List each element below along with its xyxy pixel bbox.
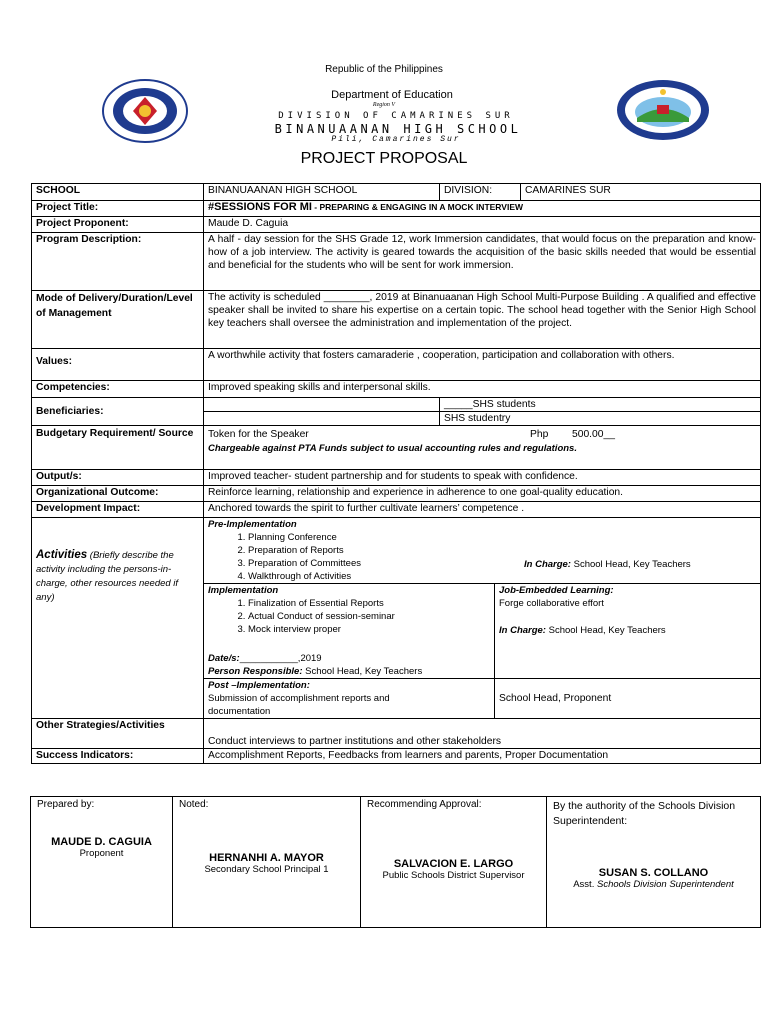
program-label: Program Description: (32, 233, 204, 291)
recommending-label: Recommending Approval: (367, 799, 482, 810)
dates-line (208, 652, 490, 665)
person-responsible-line (208, 665, 490, 678)
pre-item: 1. Planning Conference (248, 531, 756, 544)
org-outcome-value: Reinforce learning, relationship and experience in adherence to one goal-quality education. (204, 486, 761, 502)
budget-cell (204, 426, 761, 470)
implementation-cell (204, 584, 495, 679)
prepared-name: MAUDE D. CAGUIA (51, 836, 152, 848)
beneficiaries-label: Beneficiaries: (32, 398, 204, 426)
activities-label-cell (32, 518, 204, 719)
person-value: School Head, Key Teachers (302, 666, 423, 677)
values-value: A worthwhile activity that fosters camaraderie , cooperation, participation and collaboration with others. (204, 349, 761, 381)
beneficiaries-empty-cell-2 (204, 412, 440, 426)
dev-impact-row (32, 502, 761, 518)
recommending-block (367, 858, 540, 881)
prepared-by-label: Prepared by: (37, 799, 95, 810)
job-in-charge-value: School Head, Key Teachers (545, 625, 666, 636)
impl-item: 1. Finalization of Essential Reports (248, 597, 490, 610)
competencies-value: Improved speaking skills and interpersonal skills. (204, 381, 761, 398)
post-implementation-cell (204, 679, 495, 719)
noted-block (179, 852, 354, 875)
post-implementation-value: Submission of accomplishment reports and documentation (208, 693, 390, 717)
authority-block (553, 867, 754, 890)
competencies-row (32, 381, 761, 398)
values-row (32, 349, 761, 381)
dates-value: ___________,2019 (239, 653, 322, 664)
school-heading: BINANUAANAN HIGH SCHOOL (274, 122, 522, 136)
program-value: A half - day session for the SHS Grade 12, work Immersion candidates, that would focus on the preparation and know-how of a job interview. The activity is geared towards the acquisition of the basic skills needed that would be essential and beneficial for the students who will be sent for work immersion. (204, 233, 761, 291)
beneficiaries-studentry: SHS studentry (440, 412, 761, 426)
location-heading: Pili, Camarines Sur (331, 135, 461, 144)
proposal-form-table (31, 183, 761, 764)
output-label: Output/s: (32, 470, 204, 486)
beneficiaries-shs-students: _____SHS students (440, 398, 761, 412)
org-outcome-label: Organizational Outcome: (32, 486, 204, 502)
recommending-name: SALVACION E. LARGO (393, 858, 514, 870)
pre-implementation-cell (204, 518, 761, 584)
program-row (32, 233, 761, 291)
activities-pre-row (32, 518, 761, 584)
department-heading: Department of Education (331, 89, 453, 101)
org-outcome-row (32, 486, 761, 502)
school-seal-logo (615, 78, 711, 142)
prepared-role: Proponent (79, 848, 124, 859)
division-heading: DIVISION OF CAMARINES SUR (278, 111, 514, 121)
proponent-row (32, 217, 761, 233)
document-title: PROJECT PROPOSAL (300, 150, 468, 167)
values-label: Values: (32, 349, 204, 381)
region-heading: Region V (372, 102, 396, 108)
pre-item: 4. Walkthrough of Activities (248, 570, 756, 583)
recommending-cell (361, 797, 547, 928)
dev-impact-value: Anchored towards the spirit to further cultivate learners’ competence . (204, 502, 761, 518)
project-title-row (32, 201, 761, 217)
authority-name: SUSAN S. COLLANO (598, 867, 709, 879)
budget-amount: 500.00__ (572, 429, 615, 440)
signature-table (30, 796, 761, 928)
noted-name: HERNANHI A. MAYOR (209, 852, 324, 864)
budget-label: Budgetary Requirement/ Source (32, 426, 204, 470)
job-in-charge (499, 624, 756, 637)
prepared-by-cell (31, 797, 173, 928)
budget-row (32, 426, 761, 470)
budget-item: Token for the Speaker (208, 429, 309, 440)
success-indicators-row (32, 749, 761, 764)
budget-currency: Php (530, 429, 549, 440)
person-label: Person Responsible: (208, 666, 303, 677)
impl-item: 3. Mock interview proper (248, 623, 490, 636)
project-title-main: #SESSIONS FOR MI (208, 201, 312, 213)
competencies-label: Competencies: (32, 381, 204, 398)
mode-label: Mode of Delivery/Duration/Level of Management (32, 291, 204, 349)
beneficiaries-row-1 (32, 398, 761, 412)
prepared-block (37, 836, 166, 859)
beneficiaries-empty-cell (204, 398, 440, 412)
division-value: CAMARINES SUR (521, 184, 761, 201)
other-strategies-label: Other Strategies/Activities (32, 719, 204, 749)
proponent-label: Project Proponent: (32, 217, 204, 233)
authority-role-prefix: Asst. (573, 879, 597, 890)
post-implementation-title: Post –Implementation: (208, 680, 310, 691)
proponent-value: Maude D. Caguia (204, 217, 761, 233)
project-title-sub: - PREPARING & ENGAGING IN A MOCK INTERVIEW (311, 202, 524, 212)
output-row (32, 470, 761, 486)
dates-label: Date/s: (208, 653, 240, 664)
mode-row (32, 291, 761, 349)
project-title-label: Project Title: (32, 201, 204, 217)
implementation-list (208, 597, 490, 636)
job-embedded-title: Job-Embedded Learning: (499, 585, 614, 596)
success-indicators-label: Success Indicators: (32, 749, 204, 764)
authority-role: Schools Division Superintendent (596, 879, 734, 890)
other-strategies-value: Conduct interviews to partner institutions and other stakeholders (204, 719, 761, 749)
success-indicators-value: Accomplishment Reports, Feedbacks from learners and parents, Proper Documentation (204, 749, 761, 764)
activities-hint: (Briefly describe the activity including the persons-in- charge, other resources needed if any) (36, 550, 179, 603)
noted-role: Secondary School Principal 1 (204, 864, 329, 875)
school-value: BINANUAANAN HIGH SCHOOL (204, 184, 440, 201)
authority-label: By the authority of the Schools Division Superintendent: (553, 800, 736, 827)
noted-cell (173, 797, 361, 928)
division-label: DIVISION: (440, 184, 521, 201)
dev-impact-label: Development Impact: (32, 502, 204, 518)
recommending-role: Public Schools District Supervisor (382, 870, 525, 881)
job-embedded-value: Forge collaborative effort (499, 598, 604, 609)
school-row (32, 184, 761, 201)
pre-in-charge-value: School Head, Key Teachers (570, 559, 691, 570)
implementation-title: Implementation (208, 585, 279, 596)
school-label: SCHOOL (32, 184, 204, 201)
budget-note: Chargeable against PTA Funds subject to usual accounting rules and regulations. (208, 443, 577, 454)
project-title-value (204, 201, 761, 217)
job-in-charge-label: In Charge: (499, 625, 546, 636)
job-embedded-cell (495, 584, 761, 679)
activities-label: Activities (36, 549, 88, 561)
pre-item: 3. Preparation of Committees (248, 557, 756, 570)
republic-heading: Republic of the Philippines (325, 64, 443, 75)
pre-item: 2. Preparation of Reports (248, 544, 756, 557)
authority-cell (547, 797, 761, 928)
pre-in-charge-label: In Charge: (524, 559, 571, 570)
output-value: Improved teacher- student partnership and for students to speak with confidence. (204, 470, 761, 486)
other-strategies-row (32, 719, 761, 749)
noted-label: Noted: (179, 799, 209, 810)
authority-role-line (553, 879, 754, 890)
pre-implementation-title: Pre-Implementation (208, 519, 297, 530)
post-right-cell: School Head, Proponent (495, 679, 761, 719)
pre-in-charge (524, 558, 691, 571)
pre-implementation-list (208, 531, 756, 583)
impl-item: 2. Actual Conduct of session-seminar (248, 610, 490, 623)
mode-value: The activity is scheduled ________, 2019 at Binanuaanan High School Multi-Purpose Building . A qualified and effective speaker shall be invited to share his expertise on a certain topic. The school head together with the Senior High School key teachers shall oversee the administration and implementation of the project. (204, 291, 761, 349)
